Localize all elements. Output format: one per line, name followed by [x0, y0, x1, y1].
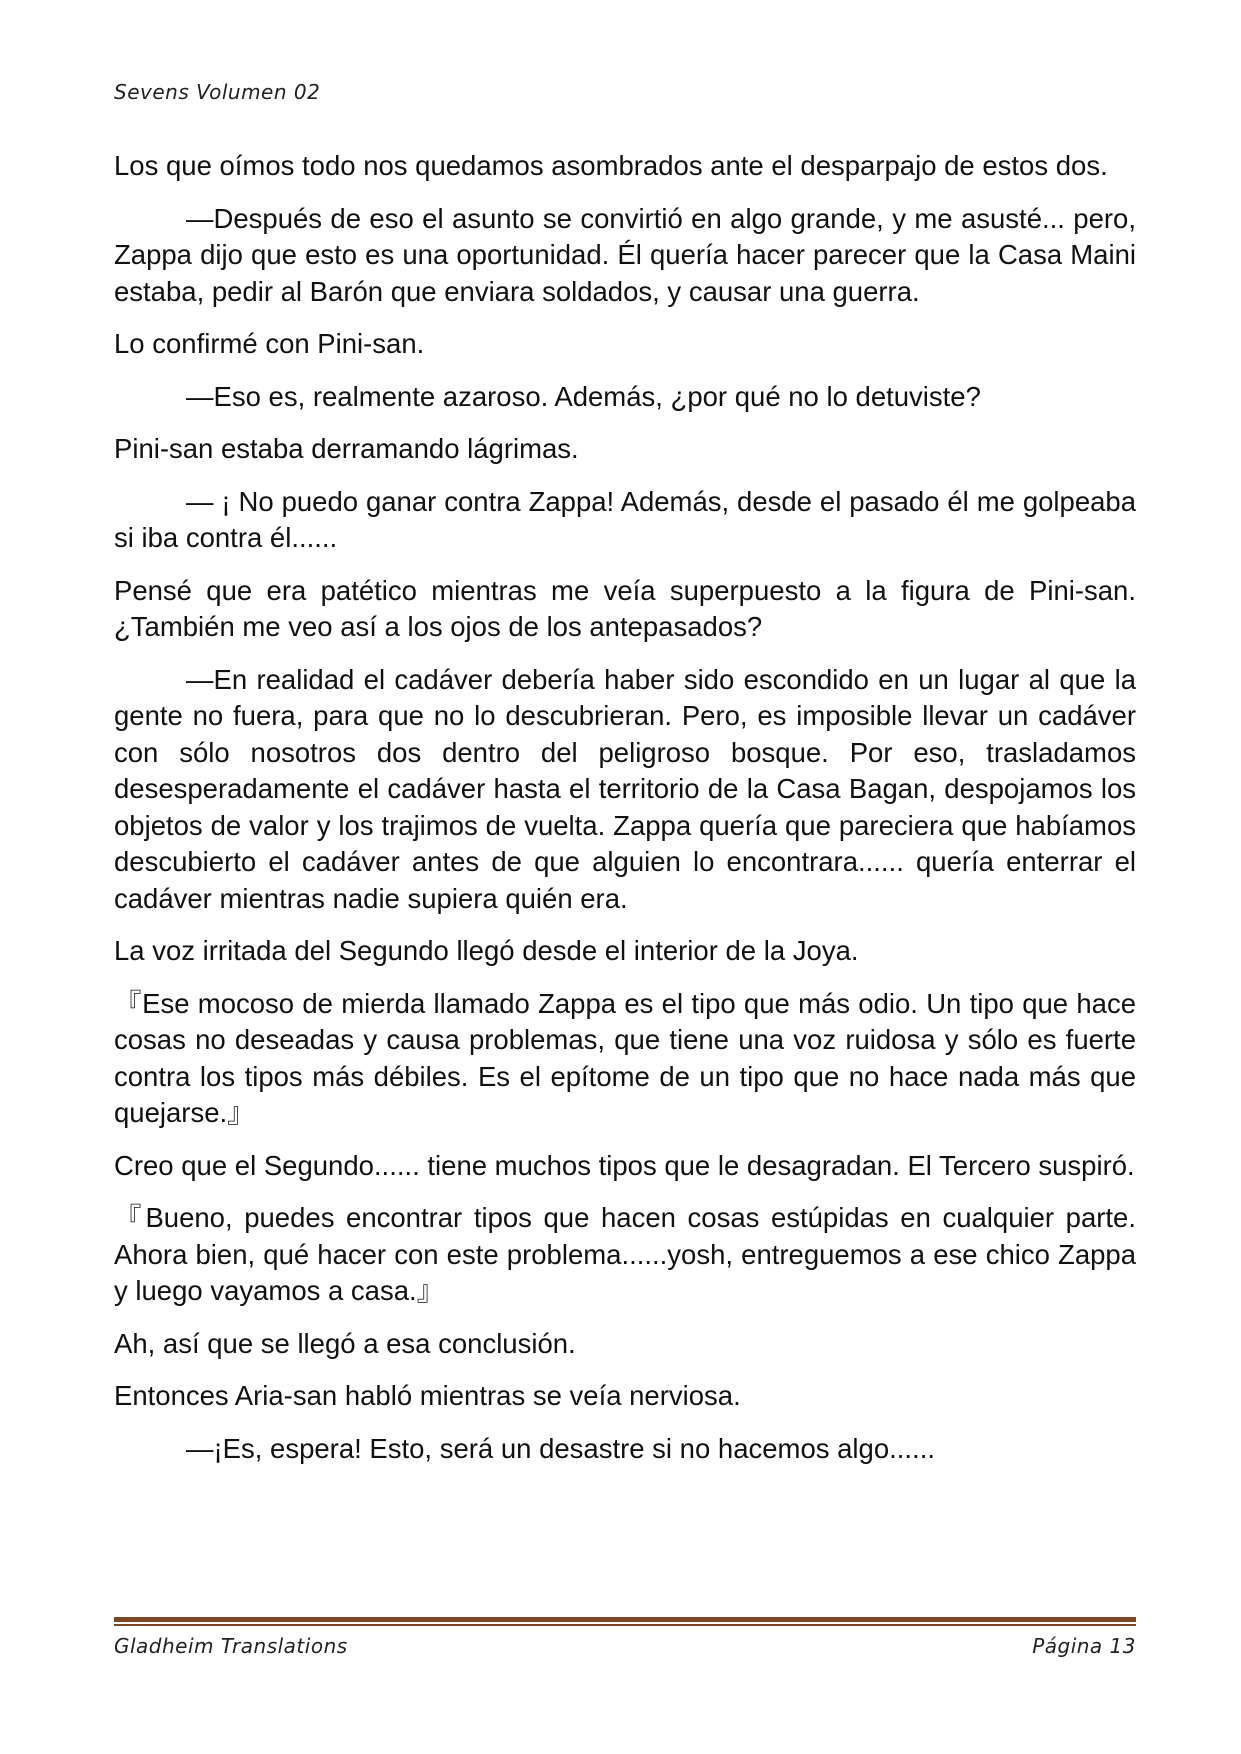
dialogue-paragraph: — ¡ No puedo ganar contra Zappa! Además, desde el pasado él me golpeaba si iba contra él...... — [114, 485, 1136, 553]
page-number: Página 13 — [1032, 1634, 1136, 1658]
paragraph: Creo que el Segundo...... tiene muchos tipos que le desagradan. El Tercero suspiró. — [114, 1149, 1135, 1181]
dialogue-paragraph: —¡Es, espera! Esto, será un desastre si no hacemos algo...... — [186, 1432, 935, 1464]
paragraph: Pensé que era patético mientras me veía superpuesto a la figura de Pini-san. ¿También me veo así a los ojos de los antepasados? — [114, 574, 1136, 642]
paragraph: Pini-san estaba derramando lágrimas. — [114, 433, 579, 464]
running-header: Sevens Volumen 02 — [114, 80, 321, 104]
footer-rule-thin — [114, 1624, 1136, 1626]
paragraph: Entonces Aria-san habló mientras se veía nerviosa. — [114, 1380, 741, 1411]
dialogue-paragraph: —En realidad el cadáver debería haber sido escondido en un lugar al que la gente no fuera, para que no lo descubrieran. Pero, es imposible llevar un cadáver con sólo nosotros dos dentro del peligroso bosque. Por eso, trasladamos desesperadamente el cadáver hasta el territorio de la Casa Bagan, despojamos los objetos de valor y los trajimos de vuelta. Zappa quería que pareciera que habíamos descubierto el cadáver antes de que alguien lo encontrara...... quería enterrar el cadáver mientras nadie supiera quién era. — [114, 663, 1136, 914]
dialogue-paragraph: —Después de eso el asunto se convirtió en algo grande, y me asusté... pero, Zappa dijo que esto es una oportunidad. Él quería hacer parecer que la Casa Maini estaba, pedir al Barón que enviara soldados, y causar una guerra. — [114, 202, 1136, 307]
paragraph: Lo confirmé con Pini-san. — [114, 328, 425, 359]
footer-rule-thick — [114, 1617, 1136, 1622]
quote-paragraph: 『Ese mocoso de mierda llamado Zappa es el tipo que más odio. Un tipo que hace cosas no deseadas y causa problemas, que tiene una voz ruidosa y sólo es fuerte contra los tipos más débiles. Es el epítome de un tipo que no hace nada más que quejarse.』 — [114, 987, 1136, 1128]
page-body — [114, 148, 1136, 1483]
paragraph: Los que oímos todo nos quedamos asombrados ante el desparpajo de estos dos. — [114, 150, 1108, 181]
footer-credit: Gladheim Translations — [114, 1634, 348, 1658]
paragraph: Ah, así que se llegó a esa conclusión. — [114, 1327, 576, 1359]
paragraph: La voz irritada del Segundo llegó desde el interior de la Joya. — [114, 935, 859, 966]
dialogue-paragraph: —Eso es, realmente azaroso. Además, ¿por qué no lo detuviste? — [186, 380, 981, 412]
quote-paragraph: 『Bueno, puedes encontrar tipos que hacen cosas estúpidas en cualquier parte. Ahora bien, qué hacer con este problema......yosh, entreguemos a ese chico Zappa y luego vayamos a casa.』 — [114, 1202, 1136, 1306]
